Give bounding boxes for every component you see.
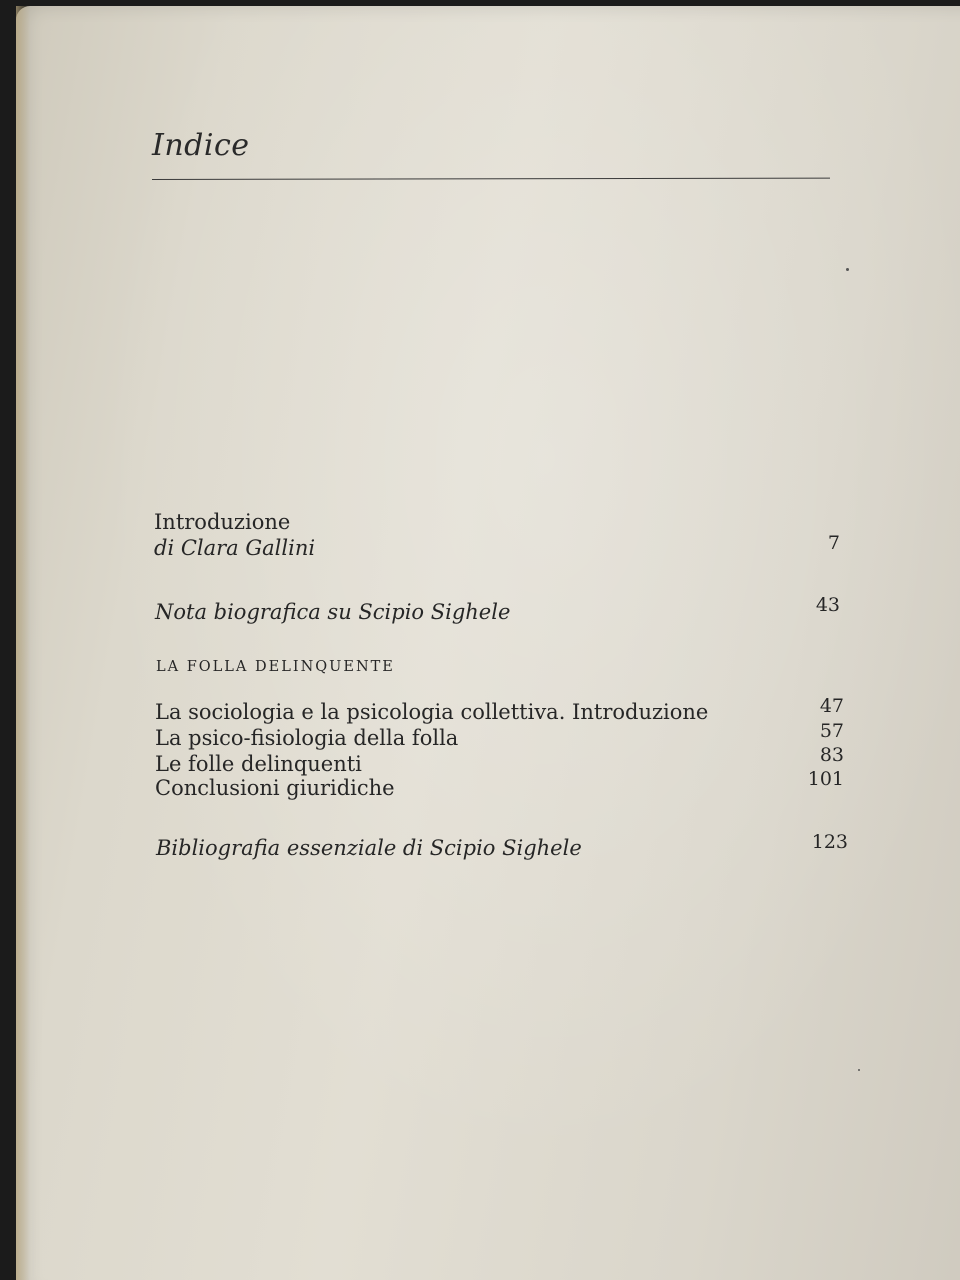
bibliografia-title: Bibliografia essenziale di Scipio Sighele [156,836,582,860]
chapter-3-title: Le folle delinquenti [155,752,362,776]
paper-speck [846,268,849,271]
chapter-4-title: Conclusioni giuridiche [155,776,395,800]
paper-speck [858,1069,860,1071]
chapter-2-page-number: 57 [819,720,844,742]
section-heading: LA FOLLA DELINQUENTE [156,659,395,675]
nota-title: Nota biografica su Scipio Sighele [155,600,511,624]
intro-page-number: 7 [827,532,840,554]
intro-author: di Clara Gallini [154,536,316,560]
intro-title: Introduzione [154,510,291,534]
chapter-1-page-number: 47 [819,695,844,717]
chapter-4-page-number: 101 [807,768,844,790]
chapter-2-title: La psico-fisiologia della folla [155,726,459,750]
title-rule [152,178,830,180]
page-title: Indice [152,128,250,163]
bibliografia-page-number: 123 [811,831,848,853]
book-page [16,6,960,1280]
nota-page-number: 43 [815,594,840,616]
chapter-3-page-number: 83 [819,744,844,766]
chapter-1-title: La sociologia e la psicologia collettiva. Introduzione [155,700,709,724]
